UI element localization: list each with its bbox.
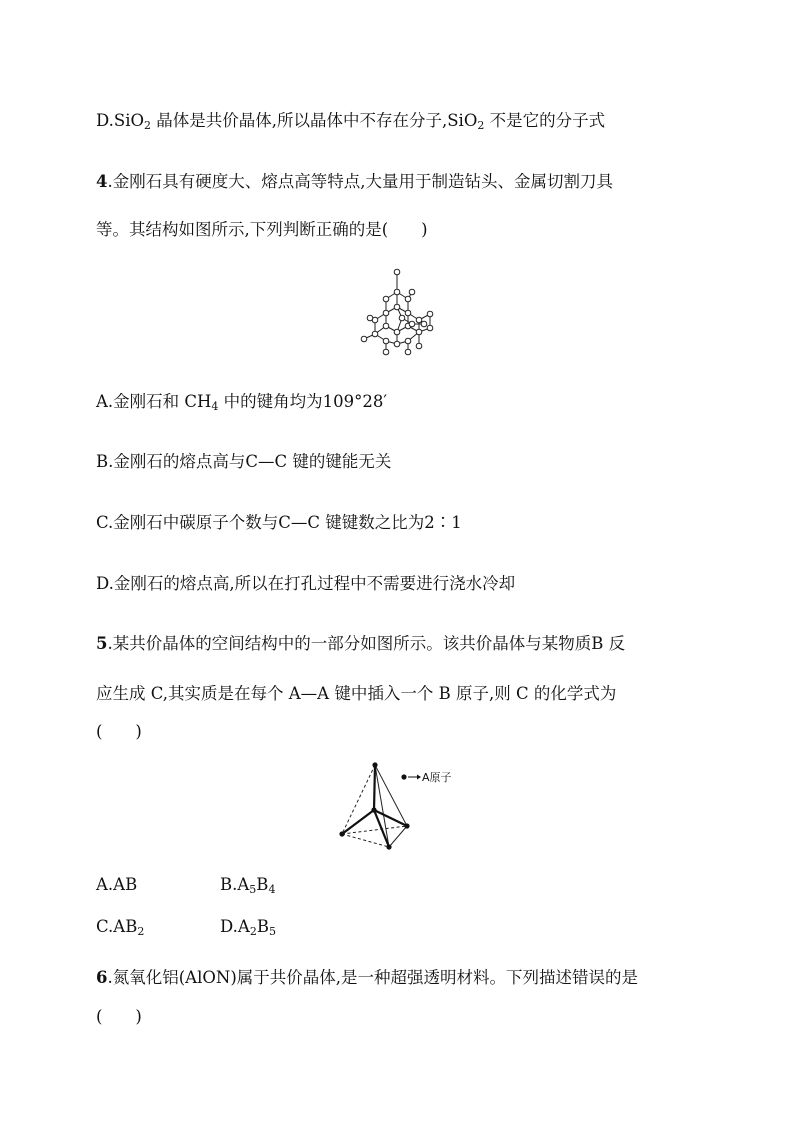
diamond-structure-figure: [350, 266, 445, 358]
legend-atom-icon: [401, 774, 406, 779]
diamond-bonds: [364, 272, 430, 352]
q4-option-d: D.金刚石的熔点高,所以在打孔过程中不需要进行浇水冷却: [96, 574, 516, 593]
q3-option-d: D.SiO$_2$ 晶体是共价晶体,所以晶体中不存在分子,SiO$_2$ 不是它的分子式: [96, 111, 606, 132]
q5-option-d: $D.A_2B_5$: [220, 917, 276, 938]
tetrahedron-center-bonds: [342, 765, 407, 847]
q4-stem-line1: 4.金刚石具有硬度大、熔点高等特点,大量用于制造钻头、金属切割刀具: [96, 172, 613, 191]
q5-option-b: $B.A_5B_4$: [220, 875, 276, 896]
q5-option-c: $C.AB_2$: [96, 917, 145, 938]
legend: [401, 771, 451, 784]
q4-stem-line2: 等。其结构如图所示,下列判断正确的是( ): [96, 220, 428, 239]
tetrahedron-structure-figure: [334, 760, 464, 852]
q6-number: 6: [96, 968, 108, 987]
q5-number: 5: [96, 634, 108, 653]
q5-stem-line3: ( ): [96, 722, 142, 741]
q4-option-a: A.金刚石和 $CH_4$ 中的键角均为109°28′: [96, 392, 388, 413]
q5-stem-line1: 5.某共价晶体的空间结构中的一部分如图所示。该共价晶体与某物质B 反: [96, 634, 626, 653]
q5-stem-line2: 应生成 C,其实质是在每个 A—A 键中插入一个 B 原子,则 C 的化学式为: [96, 684, 617, 703]
q6-stem-line1: 6.氮氧化铝(AlON)属于共价晶体,是一种超强透明材料。下列描述错误的是: [96, 968, 639, 987]
q6-stem-line2: ( ): [96, 1007, 142, 1026]
legend-label: A原子: [422, 771, 452, 784]
q4-number: 4: [96, 172, 108, 191]
q4-option-b: B.金刚石的熔点高与C—C 键的键能无关: [96, 452, 392, 471]
q5-option-a: A.AB: [96, 875, 138, 894]
q4-option-c: C.金刚石中碳原子个数与C—C 键键数之比为2∶1: [96, 513, 462, 532]
